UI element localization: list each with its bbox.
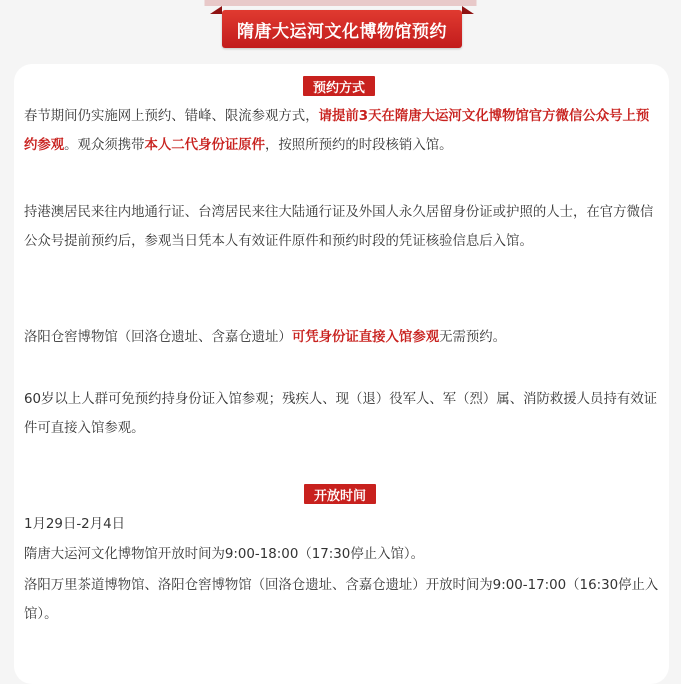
section-tag-reservation: 预约方式 [303,76,375,96]
hours-line-1: 隋唐大运河文化博物馆开放时间为9:00-18:00（17:30停止入馆）。 [24,547,424,562]
reservation-p1-text-a: 春节期间仍实施网上预约、错峰、限流参观方式， [24,109,319,124]
reservation-paragraph-4: 60岁以上人群可免预约持身份证入馆参观；残疾人、现（退）役军人、军（烈）属、消防救援人员持有效证件可直接入馆参观。 [24,392,658,436]
hours-line-2: 洛阳万里茶道博物馆、洛阳仓窖博物馆（回洛仓遗址、含嘉仓遗址）开放时间为9:00-17:00（16:30停止入馆）。 [24,578,659,622]
reservation-p1-text-e: ，按照所预约的时段核销入馆。 [265,138,453,153]
section-tag-hours: 开放时间 [304,484,376,504]
banner-left-fold [210,6,222,14]
reservation-p1-highlight-id: 本人二代身份证原件 [144,138,266,153]
reservation-p3-text-c: 无需预约。 [439,330,507,345]
page-title: 隋唐大运河文化博物馆预约 [222,10,462,48]
content-card [14,64,669,684]
reservation-p1-highlight-wechat: 请提前3天在隋唐大运河文化博物馆官方微信公众号上预约参观 [24,109,650,153]
reservation-paragraph-1 [24,102,660,160]
reservation-p3-text-a: 洛阳仓窖博物馆（回洛仓遗址、含嘉仓遗址） [24,330,292,345]
reservation-p1-text-c: 。观众须携带 [64,138,145,153]
reservation-paragraph-2: 持港澳居民来往内地通行证、台湾居民来往大陆通行证及外国人永久居留身份证或护照的人士，在官方微信公众号提前预约后，参观当日凭本人有效证件原件和预约时段的凭证核验信息后入馆。 [24,205,654,249]
title-banner [0,0,681,56]
banner-right-fold [462,6,474,14]
reservation-paragraph-3 [24,323,660,352]
hours-date: 1月29日-2月4日 [24,517,125,532]
reservation-p3-highlight: 可凭身份证直接入馆参观 [291,330,440,345]
